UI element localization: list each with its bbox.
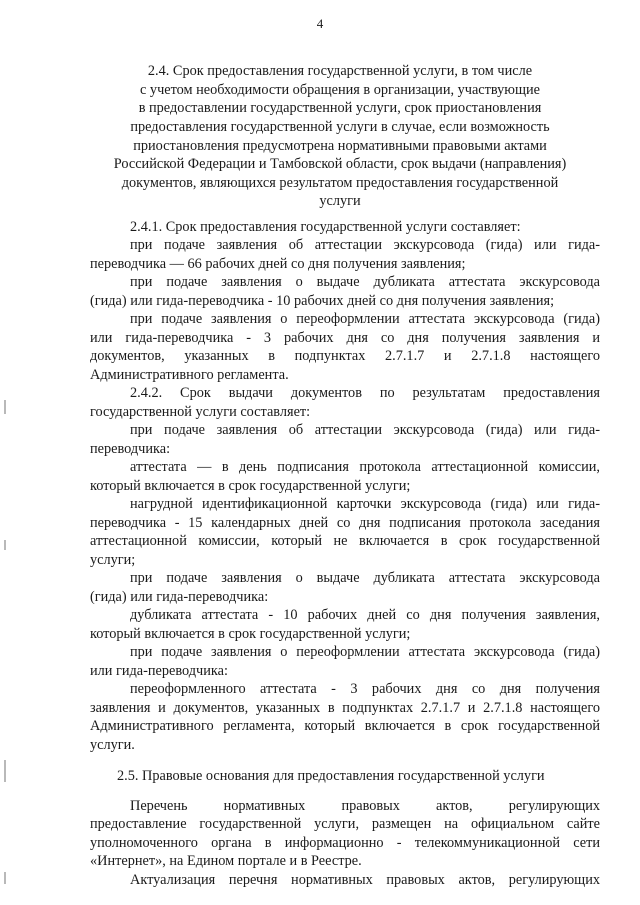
paragraph-line: государственной услуги составляет: — [90, 404, 311, 420]
paragraph-line: при подаче заявления о выдаче дубликата аттестата экскурсовода — [130, 570, 600, 586]
paragraph-line: уполномоченного органа в информационно - телекоммуникационной сети — [90, 835, 600, 851]
paragraph-line: нагрудной идентификационной карточки экскурсовода (гида) или гида- — [130, 496, 600, 512]
paragraph-line: который включается в срок государственной услуги; — [90, 626, 411, 642]
paragraph-line: который включается в срок государственной услуги; — [90, 478, 411, 494]
paragraph-line: документов, указанных в подпунктах 2.7.1.7 и 2.7.1.8 настоящего — [90, 348, 600, 364]
section-heading-line: с учетом необходимости обращения в организации, участвующие — [140, 82, 540, 98]
scan-margin-mark — [4, 540, 6, 550]
section-heading-line: приостановления предусмотрена нормативными правовыми актами — [133, 138, 547, 154]
paragraph-line: предоставление государственной услуги, размещен на официальном сайте — [90, 816, 600, 832]
paragraph-line: услуги; — [90, 552, 136, 568]
scan-margin-mark — [4, 760, 6, 782]
paragraph-line: переоформленного аттестата - 3 рабочих дня со дня получения — [130, 681, 600, 697]
section-heading-line: Российской Федерации и Тамбовской области, срок выдачи (направления) — [113, 156, 567, 172]
page-number: 4 — [316, 16, 324, 31]
section-heading-line: предоставления государственной услуги в случае, если возможность — [130, 119, 550, 135]
paragraph-line: услуги. — [90, 737, 135, 753]
section-heading-line: услуги — [319, 193, 361, 209]
scan-margin-mark — [4, 872, 6, 884]
paragraph-line: «Интернет», на Едином портале и в Реестре. — [90, 853, 362, 869]
paragraph-line: переводчика: — [90, 441, 171, 457]
section-heading-line: в предоставлении государственной услуги, срок приостановления — [138, 100, 542, 116]
paragraph-line: переводчика - 15 календарных дней со дня подписания протокола заседания — [90, 515, 600, 531]
paragraph-line: переводчика — 66 рабочих дней со дня получения заявления; — [90, 256, 466, 272]
paragraph-line: 2.4.1. Срок предоставления государственной услуги составляет: — [130, 219, 521, 235]
paragraph-line: или гида-переводчика: — [90, 663, 228, 679]
paragraph-line: 2.4.2. Срок выдачи документов по результатам предоставления — [130, 385, 600, 401]
scan-margin-mark — [4, 400, 6, 414]
paragraph-line: при подаче заявления о переоформлении аттестата экскурсовода (гида) — [130, 311, 600, 327]
paragraph-line: или гида-переводчика - 3 рабочих дня со дня получения заявления и — [90, 330, 600, 346]
paragraph-line: при подаче заявления об аттестации экскурсовода (гида) или гида- — [130, 422, 600, 438]
paragraph-line: дубликата аттестата - 10 рабочих дней со дня получения заявления, — [130, 607, 600, 623]
section-heading-line: 2.4. Срок предоставления государственной услуги, в том числе — [147, 63, 533, 79]
paragraph-line: при подаче заявления о выдаче дубликата аттестата экскурсовода — [130, 274, 600, 290]
paragraph-line: аттестата — в день подписания протокола аттестационной комиссии, — [130, 459, 600, 475]
paragraph-line: (гида) или гида-переводчика: — [90, 589, 269, 605]
paragraph-line: при подаче заявления об аттестации экскурсовода (гида) или гида- — [130, 237, 600, 253]
paragraph-line: Административного регламента. — [90, 367, 289, 383]
paragraph-line: аттестационной комиссии, который не включается в срок государственной — [90, 533, 600, 549]
paragraph-line: Актуализация перечня нормативных правовых актов, регулирующих — [130, 872, 600, 888]
paragraph-line: (гида) или гида-переводчика - 10 рабочих дней со дня получения заявления; — [90, 293, 555, 309]
paragraph-line: Административного регламента, который включается в срок государственной — [90, 718, 600, 734]
paragraph-line: при подаче заявления о переоформлении аттестата экскурсовода (гида) — [130, 644, 600, 660]
paragraph-line: заявления и документов, указанных в подпунктах 2.7.1.7 и 2.7.1.8 настоящего — [90, 700, 600, 716]
section-heading: 2.5. Правовые основания для предоставления государственной услуги — [117, 768, 545, 784]
paragraph-line: Перечень нормативных правовых актов, регулирующих — [130, 798, 600, 814]
section-heading-line: документов, являющихся результатом предоставления государственной — [121, 175, 559, 191]
